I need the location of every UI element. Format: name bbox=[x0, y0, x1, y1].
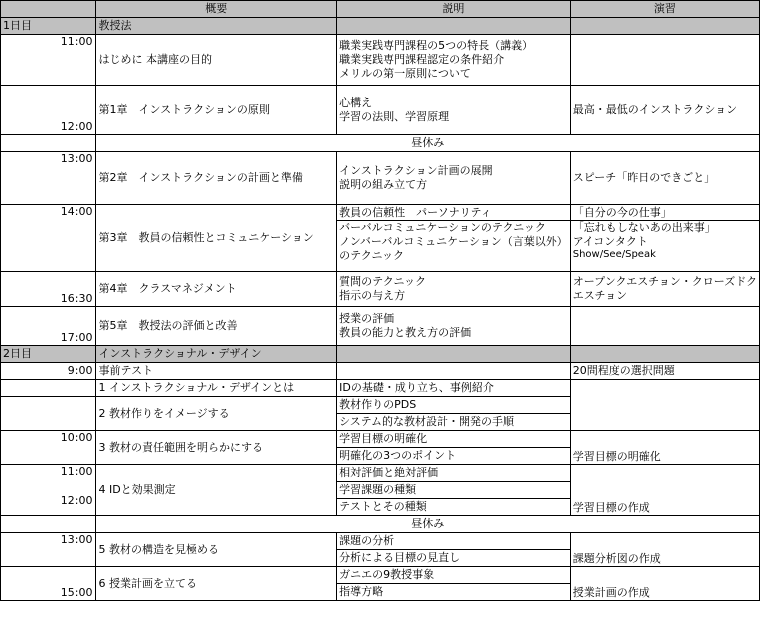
table-row bbox=[1, 363, 760, 380]
explanation-cell: 指導方略 bbox=[337, 584, 571, 601]
explanation-line: メリルの第一原則について bbox=[339, 66, 471, 80]
exercise-cell: 最高・最低のインストラクション bbox=[570, 86, 759, 135]
explanation-cell bbox=[337, 35, 571, 86]
explanation-cell bbox=[337, 363, 571, 380]
overview-cell: 第4章 クラスマネジメント bbox=[96, 272, 337, 307]
explanation-line: 心構え bbox=[339, 96, 373, 110]
table-row bbox=[1, 205, 760, 221]
header-overview: 概要 bbox=[96, 1, 337, 18]
exercise-cell: 20問程度の選択問題 bbox=[570, 363, 759, 380]
explanation-line: インストラクション計画の展開 bbox=[339, 164, 493, 178]
overview-cell: 第3章 教員の信頼性とコミュニケーション bbox=[96, 205, 337, 272]
day2-title: インストラクショナル・デザイン bbox=[96, 346, 337, 363]
break-time-blank bbox=[1, 135, 96, 152]
overview-cell: 1 インストラクショナル・デザインとは bbox=[96, 380, 337, 397]
day2-label: 2日目 bbox=[1, 346, 96, 363]
time-end: 12:00 bbox=[60, 493, 93, 507]
table-row bbox=[1, 567, 760, 584]
break-time-blank bbox=[1, 516, 96, 533]
time-start: 11:00 bbox=[60, 465, 93, 478]
explanation-line: 授業の評価 bbox=[339, 312, 395, 326]
explanation-cell bbox=[337, 86, 571, 135]
exercise-line: オープンクエスチョン・クローズドク bbox=[572, 275, 757, 289]
explanation-cell bbox=[337, 307, 571, 346]
time-cell: 13:00 bbox=[1, 533, 96, 567]
explanation-line: 学習の法則、学習原理 bbox=[339, 110, 450, 123]
explanation-cell: 分析による目標の見直し bbox=[337, 550, 571, 567]
explanation-cell bbox=[337, 272, 571, 307]
overview-cell: 6 授業計画を立てる bbox=[96, 567, 337, 601]
time-cell: 12:00 bbox=[1, 86, 96, 135]
explanation-cell: 相対評価と絶対評価 bbox=[337, 465, 571, 482]
overview-cell: はじめに 本講座の目的 bbox=[96, 35, 337, 86]
time-cell: 17:00 bbox=[1, 307, 96, 346]
explanation-cell bbox=[337, 221, 571, 272]
exercise-cell bbox=[570, 221, 759, 272]
break-row bbox=[1, 516, 760, 533]
time-cell: 13:00 bbox=[1, 152, 96, 205]
overview-cell: 事前テスト bbox=[96, 363, 337, 380]
header-exercise: 演習 bbox=[570, 1, 759, 18]
day1-title: 教授法 bbox=[96, 18, 337, 35]
time-cell bbox=[1, 397, 96, 431]
explanation-cell bbox=[337, 152, 571, 205]
explanation-line: 質問のテクニック bbox=[339, 275, 427, 289]
table-row bbox=[1, 272, 760, 307]
exercise-cell: 学習目標の作成 bbox=[570, 465, 759, 516]
explanation-line: 説明の組み立て方 bbox=[339, 178, 428, 191]
day1-title-pad bbox=[337, 18, 571, 35]
time-cell: 11:00 bbox=[1, 35, 96, 86]
exercise-cell: 「自分の今の仕事」 bbox=[570, 205, 759, 221]
day2-title-pad2 bbox=[570, 346, 759, 363]
break-row bbox=[1, 135, 760, 152]
table-row bbox=[1, 307, 760, 346]
explanation-line: ノンバーバルコミュニケーション（言葉以外） bbox=[339, 234, 568, 248]
day1-title-pad2 bbox=[570, 18, 759, 35]
explanation-line: バーバルコミュニケーションのテクニック bbox=[339, 221, 546, 234]
table-row bbox=[1, 35, 760, 86]
explanation-cell: システム的な教材設計・開発の手順 bbox=[337, 414, 571, 431]
time-cell bbox=[1, 465, 96, 516]
exercise-cell bbox=[570, 380, 759, 431]
exercise-line: アイコンタクト bbox=[572, 234, 648, 248]
explanation-cell: テストとその種類 bbox=[337, 499, 571, 516]
explanation-line: 指示の与え方 bbox=[339, 289, 406, 302]
time-cell: 9:00 bbox=[1, 363, 96, 380]
exercise-cell: 課題分析図の作成 bbox=[570, 533, 759, 567]
exercise-line: Show/See/Speak bbox=[572, 248, 656, 260]
explanation-cell: 明確化の3つのポイント bbox=[337, 448, 571, 465]
overview-cell: 4 IDと効果測定 bbox=[96, 465, 337, 516]
exercise-cell: スピーチ「昨日のできごと」 bbox=[570, 152, 759, 205]
explanation-cell: 課題の分析 bbox=[337, 533, 571, 550]
explanation-cell: 学習課題の種類 bbox=[337, 482, 571, 499]
table-row bbox=[1, 533, 760, 550]
explanation-cell: 教員の信頼性 パーソナリティ bbox=[337, 205, 571, 221]
overview-cell: 3 教材の責任範囲を明らかにする bbox=[96, 431, 337, 465]
overview-cell: 2 教材作りをイメージする bbox=[96, 397, 337, 431]
header-explanation: 説明 bbox=[337, 1, 571, 18]
table-row bbox=[1, 152, 760, 205]
lunch-break-label: 昼休み bbox=[96, 516, 760, 533]
overview-cell: 第1章 インストラクションの原則 bbox=[96, 86, 337, 135]
exercise-cell bbox=[570, 35, 759, 86]
explanation-cell: 学習目標の明確化 bbox=[337, 431, 571, 448]
table-row bbox=[1, 431, 760, 448]
explanation-line: のテクニック bbox=[339, 248, 405, 262]
exercise-cell: 学習目標の明確化 bbox=[570, 431, 759, 465]
exercise-line: 「忘れもしないあの出来事」 bbox=[572, 221, 716, 234]
explanation-cell: ガニエの9教授事象 bbox=[337, 567, 571, 584]
time-cell: 16:30 bbox=[1, 272, 96, 307]
explanation-line: 職業実践専門課程の5つの特長（講義） bbox=[339, 39, 534, 53]
time-cell: 15:00 bbox=[1, 567, 96, 601]
exercise-cell bbox=[570, 307, 759, 346]
time-cell bbox=[1, 380, 96, 397]
explanation-line: 職業実践専門課程認定の条件紹介 bbox=[339, 53, 505, 67]
exercise-cell: 授業計画の作成 bbox=[570, 567, 759, 601]
time-cell: 10:00 bbox=[1, 431, 96, 465]
table-row bbox=[1, 465, 760, 482]
explanation-cell: 教材作りのPDS bbox=[337, 397, 571, 414]
overview-cell: 第5章 教授法の評価と改善 bbox=[96, 307, 337, 346]
day1-label: 1日目 bbox=[1, 18, 96, 35]
day2-title-pad bbox=[337, 346, 571, 363]
overview-cell: 第2章 インストラクションの計画と準備 bbox=[96, 152, 337, 205]
explanation-line: 教員の能力と教え方の評価 bbox=[339, 326, 472, 339]
overview-cell: 5 教材の構造を見極める bbox=[96, 533, 337, 567]
table-row bbox=[1, 86, 760, 135]
exercise-line: エスチョン bbox=[572, 289, 628, 302]
exercise-cell bbox=[570, 272, 759, 307]
explanation-cell: IDの基礎・成り立ち、事例紹介 bbox=[337, 380, 571, 397]
time-cell: 14:00 bbox=[1, 205, 96, 272]
lunch-break-label: 昼休み bbox=[96, 135, 760, 152]
table-row bbox=[1, 380, 760, 397]
header-blank bbox=[1, 1, 96, 18]
